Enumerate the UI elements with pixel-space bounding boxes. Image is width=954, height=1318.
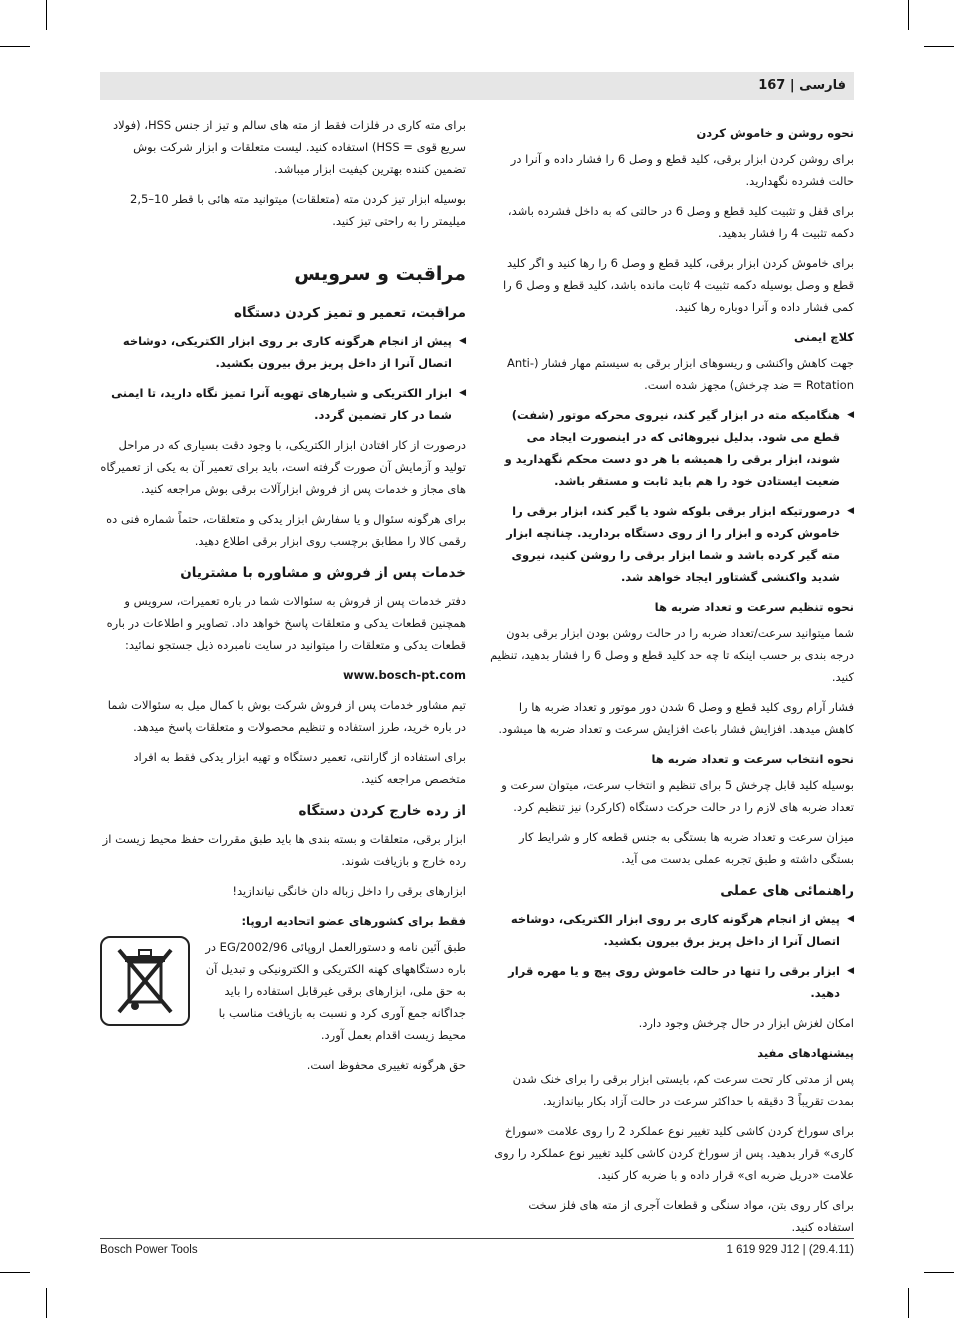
paragraph: فشار آرام روی کلید قطع و وصل 6 شدن دور موتور و تعداد ضربه ها را کاهش میدهد. افزایش فشار باعث افزایش سرعت و تعداد ضربه ها میشود. [498,700,854,736]
warning-item: ◀ ابزار برقی را تنها در حالت خاموش روی پیچ و یا مهره قرار دهید. [490,960,854,1004]
crossed-bin-icon [100,936,190,1026]
warning-item: ◀ پیش از انجام هرگونه کاری بر روی ابزار الکتریکی، دوشاخه اتصال آنرا از داخل پریز برق بیرون بکشید. [100,330,466,374]
page-header [100,72,854,100]
heading-advice: پیشنهادهای مفید [757,1046,854,1060]
paragraph: جهت کاهش واکنشی و ریسوهای ابزار برقی به سیستم مهار فشار (Anti-Rotation = ضد چرخش) مجهز شده است. [506,356,854,392]
heading-tips: راهنمائی های عملی [720,883,854,899]
paragraph: برای مته کاری در فلزات فقط از مته های سالم و تیز از جنس HSS، (فولاد سریع قوی = HSS) استفاده کنید. لیست متعلقات و ابزار شرکت بوش تضمین کننده بهترین کیفیت ابزار میباشد. [112,118,466,176]
footer-brand: Bosch Power Tools [100,1244,198,1256]
paragraph: دفتر خدمات پس از فروش به سئوالات شما در باره تعمیرات، سرویس و همچنین قطعات یدکی و متعلقات پاسخ خواهد داد. تصاویر و اطلاعات در باره قطعات یدکی و متعلقات را میتوانید در سایت نامبرده ذیل جستجو نمائید: [106,594,466,652]
left-column [100,114,466,1084]
paragraph: پس از مدتی کار تحت سرعت کم، بایستی ابزار برقی را برای خنک شدن بمدت تقریباً 3 دقیقه با حداکثر سرعت در حالت آزاد بکار بیاندازید. [512,1072,854,1108]
paragraph: تیم مشاور خدمات پس از فروش شرکت بوش با کمال میل به سئوالات شما در باره خرید، طرز استفاده و تنظیم محصولات و متعلقات پاسخ میدهد. [107,698,466,734]
crop-mark [924,1272,954,1273]
paragraph: حق هرگونه تغییری محفوظ است. [306,1058,466,1072]
heading-speed: نحوه تنظیم سرعت و تعداد ضربه ها [654,600,854,614]
heading-disposal: از رده خارج کردن دستگاه [298,803,466,819]
crop-mark [46,1288,47,1318]
paragraph: برای قفل و تثبیت کلید قطع و وصل 6 در حالتی که به داخل فشرده باشد، دکمه تثبیت 4 را فشار بدهید. [507,204,854,240]
paragraph: برای استفاده از گارانتی، تعمیر دستگاه و تهیه ابزار یدکی فقط به افراد متخصص مراجعه کنید. [133,750,466,786]
paragraph: درصورت از کار افتادن ابزار الکتریکی، با وجود دقت بسیاری که در مراحل تولید و آزمایش آن صورت گرفته است، باید برای تعمیر آن به یکی از تعمیرگاه های مجاز و خدمات پس از فروش ابزارآلات برقی بوش مراجعه کنید. [100,438,466,496]
footer-docid: 1 619 929 J12 | (29.4.11) [726,1244,854,1256]
paragraph: برای هرگونه سئوال و یا سفارش ابزار یدکی و متعلقات، حتماً شماره فنی ده رقمی کالا را مطابق برچسب روی ابزار برقی اطلاع دهید. [106,512,466,548]
page-title: فارسی | 167 [758,78,846,93]
paragraph: ابزار برقی، متعلقات و بسته بندی ها باید طبق مقررات حفظ محیط زیست از رده خارج و بازیافت شوند. [102,832,466,868]
warning-item: ◀ پیش از انجام هرگونه کاری بر روی ابزار الکتریکی، دوشاخه اتصال آنرا از داخل پریز برق بیرون بکشید. [490,908,854,952]
crop-mark [908,0,909,30]
page-number: 167 [758,78,786,93]
paragraph: برای خاموش کردن ابزار برقی، کلید قطع و وصل 6 را رها کنید و اگر کلید قطع و وصل بوسیله دکمه تثبیت 4 ثابت مانده باشد، کلید قطع و وصل 6 را کمی فشار داده و آنرا دوباره رها کنید. [502,256,854,314]
heading-after-sales: خدمات پس از فروش و مشاوره با مشتریان [180,565,466,581]
paragraph: برای کار روی بتن، مواد سنگی و قطعات آجری از مته های فلز سخت استفاده کنید. [528,1198,854,1234]
paragraph: بوسیله ابزار تیز کردن مته (متعلقات) میتوانید مته هائی با قطر 10–2,5 میلیمتر را به راحتی تیز کنید. [130,192,466,228]
paragraph: امکان لغزش ابزار در حال چرخش وجود دارد. [638,1016,854,1030]
paragraph: برای روشن کردن ابزار برقی، کلید قطع و وصل 6 را فشار داده و آنرا در حالت فشرده نگهدارید. [510,152,854,188]
warning-item: ◀ هنگامیکه مته در ابزار گیر کند، نیروی محرکه موتور (شفت) قطع می شود. بدلیل نیروهائی که در اینصورت ایجاد می شوند، ابزار برقی را همیشه با هر دو دست محکم نگهدارید و ضعیت ایستادن خود را هم باید ثابت و مستقر باشد. [490,404,854,492]
crop-mark [0,46,30,47]
right-column [490,114,854,1246]
crop-mark [46,0,47,30]
footer-rule [100,1238,854,1239]
website-link[interactable]: www.bosch-pt.com [342,668,466,682]
heading-service: مراقبت و سرویس [294,263,466,285]
heading-maintenance: مراقبت، تعمیر و تمیز کردن دستگاه [233,305,466,321]
heading-preset: نحوه انتخاب سرعت و تعداد ضربه ها [651,752,854,766]
heading-clutch: کلاچ ایمنی [793,330,854,344]
paragraph: ابزارهای برقی را داخل زباله دان خانگی نیاندازید! [232,884,466,898]
heading-switch: نحوه روشن و خاموش کردن [696,126,854,140]
paragraph: بوسیله کلید قابل چرخش 5 برای تنظیم و انتخاب سرعت، میتوان سرعت و تعداد ضربه های لازم را در حالت حرکت دستگاه (کارکرد) نیز تنظیم کرد. [501,778,854,814]
heading-eu: فقط برای کشورهای عضو اتحادیه اروپا: [241,914,466,928]
paragraph: طبق آئین نامه و دستورالعمل اروپائی 2002/96/EG در باره دستگاههای کهنه الکتریکی و الکترونیکی و تبدیل آن به حق ملی، ابزارهای برقی غیرقابل استفاده را باید جداگانه جمع آوری کرد و نسبت به بازیافت مناسب با محیط زیست اقدام بعمل آورد. [205,940,466,1042]
warning-item: ◀ درصورتیکه ابزار برقی بلوکه شود یا گیر کند، ابزار برقی را خاموش کرده و ابزار را از روی دستگاه بردارید. چنانچه ابزار مته گیر کرده باشد و شما ابزار برقی را روشن کنید، نیروی شدید واکنشی گشتاور ایجاد خواهد شد. [490,500,854,588]
crop-mark [908,1288,909,1318]
page-lang: فارسی [799,78,846,93]
weee-block [100,936,466,1046]
crop-mark [924,46,954,47]
crop-mark [0,1272,30,1273]
paragraph: میزان سرعت و تعداد ضربه ها بستگی به جنس قطعه کار و شرایط کار بستگی داشته و طبق تجربه عملی بدست می آید. [519,830,854,866]
paragraph: شما میتوانید سرعت/تعداد ضربه را در حالت روشن بودن ابزار برقی بدون درجه بندی بر حسب اینکه تا چه حد کلید قطع و وصل 6 را فشار بدهید، تنظیم کنید. [490,626,854,684]
paragraph: برای سوراخ کردن کاشی کلید تغییر نوع عملکرد 2 را روی علامت «سوراخ کاری» قرار بدهید. پس از سوراخ کردن کاشی کلید تغییر نوع عملکرد را روی علامت «دریل ضربه ای» قرار داده و با ضربه کار کنید. [494,1124,854,1182]
warning-item: ◀ ابزار الکتریکی و شیارهای تهویه آنرا تمیز نگاه دارید، تا ایمنی شما در کار تضمین گردد. [100,382,466,426]
